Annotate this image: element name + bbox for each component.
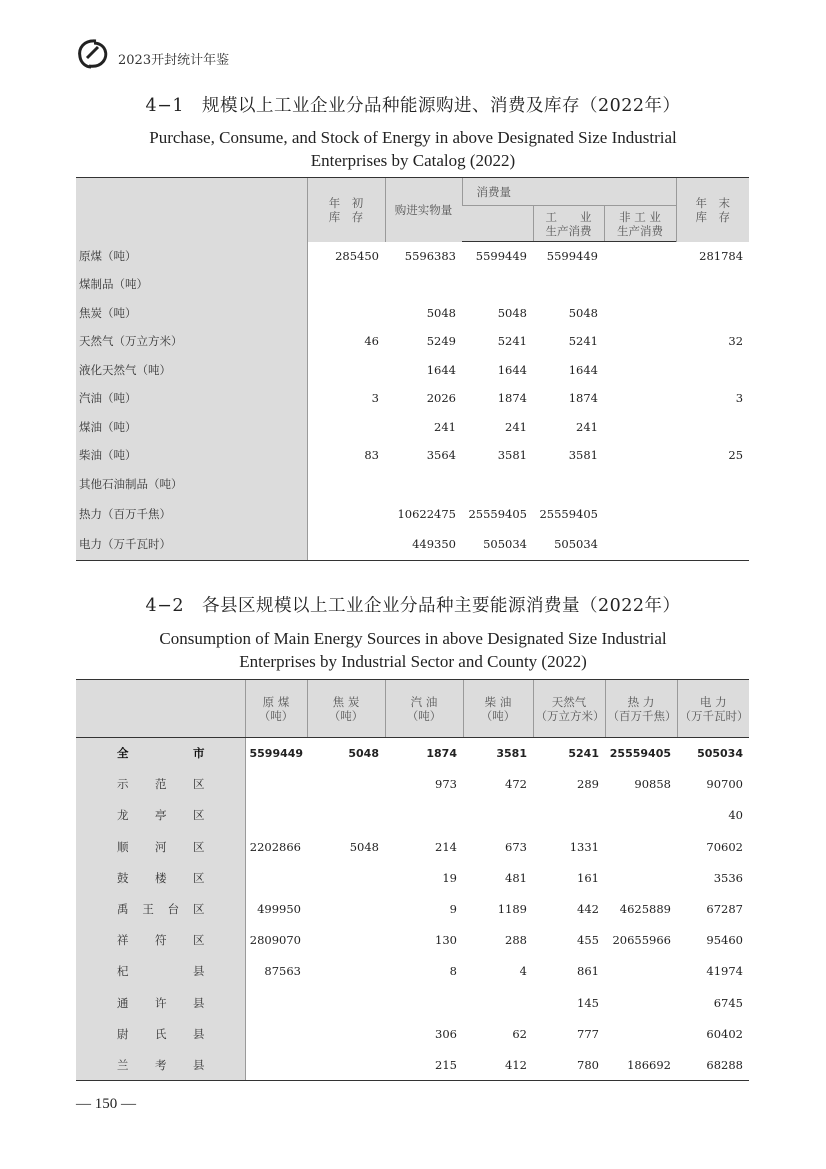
cell-raw-coal (245, 987, 307, 1018)
county-label-char: 尉 (117, 1026, 129, 1041)
table-row (76, 413, 749, 442)
cell-opening (307, 498, 385, 529)
cell-opening: 46 (364, 334, 379, 349)
book-title: 2023开封统计年鉴 (118, 53, 230, 68)
county-label-char: 符 (155, 933, 167, 948)
table1-energy-purchase-consume-stock (76, 177, 749, 561)
county-label (76, 862, 245, 893)
cell-non-industrial (604, 356, 676, 385)
cell-non-industrial (604, 441, 676, 470)
cell-industrial: 505034 (533, 529, 604, 560)
cell-diesel: 3581 (496, 746, 527, 760)
cell-opening (307, 413, 385, 442)
cell-closing: 3 (735, 391, 744, 406)
cell-closing (676, 413, 749, 442)
cell-gasoline: 214 (435, 839, 457, 854)
cell-purchase: 10622475 (397, 506, 456, 521)
row-label: 焦炭（吨） (76, 299, 307, 328)
cell-raw-coal (245, 862, 307, 893)
cell-gasoline (385, 800, 463, 831)
table1-title-en-line2: Enterprises by Catalog (2022) (310, 151, 516, 170)
table-row (76, 327, 749, 356)
cell-electricity: 3536 (713, 870, 743, 885)
header-opening-stock: 年 初 库 存 (307, 178, 385, 242)
row-label: 热力（百万千焦） (76, 498, 307, 529)
row-label: 柴油（吨） (76, 441, 307, 470)
cell-electricity: 505034 (697, 746, 743, 760)
cell-non-industrial (604, 470, 676, 499)
cell-coke: 5048 (349, 839, 379, 854)
cell-opening (307, 270, 385, 299)
cell-industrial: 5599449 (546, 249, 598, 263)
table2-county-energy-consumption (76, 679, 749, 1081)
cell-purchase: 1644 (426, 362, 456, 377)
row-label: 液化天然气（吨） (76, 356, 307, 385)
cell-consumption (462, 470, 533, 499)
table-row-total (76, 738, 749, 769)
cell-closing (676, 356, 749, 385)
table-row (76, 242, 749, 271)
cell-heat: 4625889 (619, 902, 671, 917)
cell-heat: 25559405 (609, 746, 671, 760)
table-row (76, 441, 749, 470)
cell-electricity: 90700 (706, 777, 743, 792)
cell-heat: 186692 (605, 1049, 677, 1080)
cell-consumption: 3581 (497, 448, 527, 463)
cell-raw-coal: 499950 (257, 902, 301, 917)
cell-diesel: 4 (519, 964, 527, 979)
row-label: 电力（万千瓦时） (76, 529, 307, 560)
header-non-industrial: 非 工 业 生产消费 (604, 206, 676, 242)
table-row (76, 299, 749, 328)
cell-industrial (533, 470, 604, 499)
cell-non-industrial (604, 498, 676, 529)
cell-raw-coal (245, 769, 307, 800)
table2-title-cn: 4−2 各县区规模以上工业企业分品种主要能源消费量（2022年） (145, 596, 681, 616)
cell-diesel: 62 (512, 1026, 527, 1041)
county-label-char: 台 (167, 902, 180, 917)
cell-purchase: 5596383 (404, 248, 456, 263)
cell-consumption: 5241 (497, 334, 527, 349)
county-label (76, 925, 245, 956)
cell-consumption: 505034 (462, 529, 533, 560)
county-label-char: 区 (192, 902, 205, 917)
cell-raw-coal: 2809070 (249, 933, 301, 948)
county-label-char: 范 (155, 777, 167, 792)
cell-consumption: 241 (505, 419, 527, 434)
county-label-char: 禹 (117, 902, 129, 917)
row-label: 天然气（万立方米） (76, 327, 307, 356)
header-purchase: 购进实物量 (385, 178, 462, 242)
cell-closing (676, 470, 749, 499)
county-label-char: 通 (117, 995, 129, 1010)
cell-diesel: 481 (505, 870, 527, 885)
county-label-char: 示 (117, 777, 129, 792)
county-label-char: 区 (193, 933, 205, 948)
cell-electricity: 68288 (677, 1049, 749, 1080)
county-label-char: 龙 (117, 808, 129, 823)
cell-closing (676, 498, 749, 529)
cell-purchase: 2026 (426, 391, 456, 406)
cell-consumption: 1874 (497, 391, 527, 406)
county-label (76, 956, 245, 987)
county-label-char: 县 (193, 1026, 205, 1041)
county-label (76, 769, 245, 800)
cell-opening (307, 470, 385, 499)
table-row (76, 529, 749, 560)
cell-closing (676, 270, 749, 299)
cell-diesel: 288 (505, 933, 527, 948)
table-row (76, 1018, 749, 1049)
table-row (76, 1049, 749, 1080)
cell-natural-gas: 442 (577, 902, 599, 917)
cell-natural-gas: 780 (533, 1049, 605, 1080)
cell-gasoline: 8 (449, 964, 457, 979)
cell-electricity: 40 (728, 808, 743, 823)
table-row (76, 470, 749, 499)
page-number: — 150 — (76, 1096, 136, 1112)
cell-consumption (462, 270, 533, 299)
cell-gasoline: 130 (435, 933, 457, 948)
cell-raw-coal: 5599449 (249, 746, 304, 760)
header-diesel: 柴 油 （吨） (463, 680, 533, 738)
county-label-char: 杞 (117, 964, 129, 979)
cell-heat (605, 831, 677, 862)
header-consumption: 消费量 (462, 178, 676, 206)
cell-industrial: 241 (576, 419, 598, 434)
cell-raw-coal: 87563 (264, 964, 301, 979)
cell-purchase (385, 470, 462, 499)
cell-closing: 281784 (699, 248, 744, 263)
row-label: 汽油（吨） (76, 384, 307, 413)
cell-coke (307, 987, 385, 1018)
cell-non-industrial (604, 413, 676, 442)
yearbook-logo-icon (76, 38, 110, 70)
cell-heat (605, 1018, 677, 1049)
table-row (76, 893, 749, 924)
cell-natural-gas: 161 (577, 870, 599, 885)
cell-diesel (463, 800, 533, 831)
table-row (76, 800, 749, 831)
cell-electricity: 41974 (706, 964, 743, 979)
cell-non-industrial (604, 242, 676, 271)
county-label-char: 县 (193, 1057, 205, 1072)
cell-opening (307, 299, 385, 328)
table-row (76, 956, 749, 987)
county-label (76, 738, 245, 769)
cell-coke (307, 862, 385, 893)
county-label (76, 987, 245, 1018)
county-label-char: 顺 (117, 839, 129, 854)
cell-natural-gas: 455 (577, 933, 599, 948)
cell-natural-gas: 5241 (568, 746, 599, 760)
county-label-char: 鼓 (117, 870, 129, 885)
header-heat: 热 力 （百万千焦） (605, 680, 677, 738)
cell-electricity: 6745 (713, 995, 743, 1010)
cell-industrial (533, 270, 604, 299)
cell-diesel: 412 (463, 1049, 533, 1080)
county-label (76, 1018, 245, 1049)
cell-coke (307, 800, 385, 831)
table2-title-en (90, 627, 736, 673)
cell-non-industrial (604, 299, 676, 328)
county-label-char: 楼 (155, 870, 167, 885)
cell-industrial: 1874 (568, 391, 598, 406)
table1-title-en-line1: Purchase, Consume, and Stock of Energy in above Designated Size Industrial (149, 128, 677, 147)
cell-heat (605, 987, 677, 1018)
cell-heat (605, 956, 677, 987)
cell-consumption: 1644 (497, 362, 527, 377)
table2-title-en-line2: Enterprises by Industrial Sector and County (2022) (239, 652, 587, 671)
cell-industrial: 25559405 (539, 506, 598, 521)
cell-opening: 3 (371, 391, 379, 406)
cell-opening: 83 (364, 448, 379, 463)
county-label-char: 王 (142, 902, 154, 917)
cell-opening: 285450 (335, 248, 379, 263)
table1-stub-header (76, 178, 307, 242)
county-label-char: 氏 (155, 1026, 167, 1041)
cell-consumption: 25559405 (468, 506, 527, 521)
cell-industrial: 1644 (568, 362, 598, 377)
table-row (76, 270, 749, 299)
county-label-char: 县 (193, 995, 205, 1010)
cell-gasoline: 19 (442, 870, 457, 885)
cell-consumption: 5599449 (475, 249, 527, 263)
table-row (76, 498, 749, 529)
cell-industrial: 3581 (568, 448, 598, 463)
cell-diesel (463, 987, 533, 1018)
county-label-char: 县 (193, 964, 205, 979)
table-row (76, 769, 749, 800)
county-label-char: 祥 (117, 933, 129, 948)
cell-gasoline: 9 (449, 902, 457, 917)
cell-closing: 25 (728, 448, 744, 463)
cell-industrial: 5241 (568, 334, 598, 349)
row-label: 其他石油制品（吨） (76, 470, 307, 499)
table1-title-cn: 4−1 规模以上工业企业分品种能源购进、消费及库存（2022年） (145, 96, 681, 116)
cell-natural-gas: 861 (577, 964, 599, 979)
cell-non-industrial (604, 384, 676, 413)
header-natural-gas: 天然气 （万立方米） (533, 680, 605, 738)
row-label: 原煤（吨） (76, 242, 307, 271)
cell-closing (676, 529, 749, 560)
cell-coke: 5048 (348, 746, 379, 760)
cell-gasoline: 306 (435, 1026, 457, 1041)
cell-gasoline (385, 987, 463, 1018)
cell-closing: 32 (728, 334, 744, 349)
cell-coke (307, 925, 385, 956)
cell-heat (605, 800, 677, 831)
county-label-char: 市 (193, 746, 205, 761)
county-label-char: 区 (193, 808, 205, 823)
cell-purchase: 5048 (426, 305, 456, 320)
county-label (76, 831, 245, 862)
cell-gasoline: 1874 (426, 746, 457, 760)
cell-raw-coal: 2202866 (249, 839, 301, 854)
header-raw-coal: 原 煤 （吨） (245, 680, 307, 738)
cell-electricity: 95460 (706, 933, 743, 948)
cell-raw-coal (245, 800, 307, 831)
cell-coke (307, 1049, 385, 1080)
table-row (76, 925, 749, 956)
cell-consumption: 5048 (497, 305, 527, 320)
cell-coke (307, 956, 385, 987)
cell-heat: 20655966 (612, 933, 671, 948)
cell-natural-gas: 1331 (569, 839, 599, 854)
cell-diesel: 472 (505, 777, 527, 792)
table-row (76, 987, 749, 1018)
row-label: 煤油（吨） (76, 413, 307, 442)
county-label-char: 区 (193, 839, 205, 854)
header-gasoline: 汽 油 （吨） (385, 680, 463, 738)
county-label (76, 893, 245, 924)
cell-raw-coal (245, 1018, 307, 1049)
cell-heat: 90858 (634, 777, 671, 792)
header-electricity: 电 力 （万千瓦时） (677, 680, 749, 738)
table-row (76, 862, 749, 893)
cell-industrial: 5048 (568, 305, 598, 320)
cell-gasoline: 215 (385, 1049, 463, 1080)
cell-purchase: 449350 (385, 529, 462, 560)
cell-non-industrial (604, 529, 676, 560)
cell-non-industrial (604, 327, 676, 356)
cell-non-industrial (604, 270, 676, 299)
county-label (76, 1049, 245, 1080)
cell-purchase: 3564 (426, 448, 456, 463)
row-label: 煤制品（吨） (76, 270, 307, 299)
county-label-char: 全 (117, 746, 129, 761)
cell-closing (676, 299, 749, 328)
table-row (76, 356, 749, 385)
table2-stub-header (76, 680, 245, 738)
header-industrial: 工 业 生产消费 (533, 206, 604, 242)
table-row (76, 384, 749, 413)
cell-natural-gas: 289 (577, 777, 599, 792)
cell-diesel: 673 (505, 839, 527, 854)
table2-title-en-line1: Consumption of Main Energy Sources in above Designated Size Industrial (159, 629, 667, 648)
cell-electricity: 60402 (706, 1026, 743, 1041)
table1-title-en (90, 126, 736, 172)
cell-diesel: 1189 (497, 902, 527, 917)
cell-opening (307, 529, 385, 560)
cell-electricity: 67287 (706, 902, 743, 917)
cell-electricity: 70602 (706, 839, 743, 854)
cell-purchase (385, 270, 462, 299)
cell-opening (307, 356, 385, 385)
county-label-char: 河 (155, 839, 167, 854)
cell-coke (307, 769, 385, 800)
cell-heat (605, 862, 677, 893)
cell-raw-coal (245, 1049, 307, 1080)
cell-purchase: 241 (434, 419, 456, 434)
cell-natural-gas: 777 (577, 1026, 599, 1041)
cell-purchase: 5249 (426, 334, 456, 349)
county-label-char: 区 (193, 870, 205, 885)
county-label-char: 许 (155, 995, 167, 1010)
county-label-char: 亭 (155, 808, 167, 823)
county-label-char: 考 (155, 1057, 167, 1072)
table-row (76, 831, 749, 862)
cell-natural-gas (533, 800, 605, 831)
county-label-char: 兰 (117, 1057, 129, 1072)
county-label (76, 800, 245, 831)
cell-gasoline: 973 (435, 777, 457, 792)
header-closing-stock: 年 末 库 存 (676, 178, 749, 242)
cell-coke (307, 893, 385, 924)
header-coke: 焦 炭 （吨） (307, 680, 385, 738)
cell-natural-gas: 145 (577, 995, 599, 1010)
cell-coke (307, 1018, 385, 1049)
county-label-char: 区 (193, 777, 205, 792)
header-consumption-total-blank (462, 206, 533, 242)
